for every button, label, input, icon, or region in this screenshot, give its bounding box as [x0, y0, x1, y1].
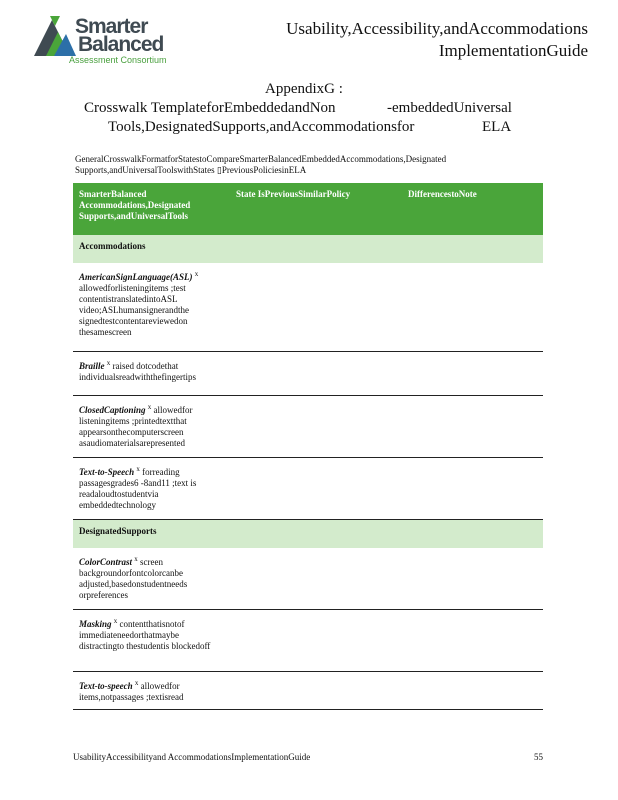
item-description: allowedfor listeningitems ;printedtextthat appearsonthecomputerscreen asaudiomaterialsarepresented — [79, 404, 193, 448]
item-description: screen backgroundorfontcolorcanbe adjusted,basedonstudentneeds orpreferences — [79, 556, 188, 600]
item-name: AmericanSignLanguage(ASL) — [79, 272, 193, 282]
appendix-line3b: ELA — [482, 119, 512, 135]
logo-mark-icon — [32, 12, 78, 60]
item-name: ClosedCaptioning — [79, 404, 146, 415]
differences-cell — [402, 395, 543, 457]
table-row — [73, 610, 543, 672]
crosswalk-table — [73, 183, 543, 710]
state-policy-cell — [230, 610, 402, 672]
item-description: allowedforlisteningitems ;test contentistranslatedintoASL video;ASLhumansignerandthe signedtestcontentareviewedon thesamescreen — [79, 283, 189, 337]
logo-line1: Smarter — [75, 15, 148, 38]
logo-line2: Balanced — [78, 33, 164, 56]
column-header-supports: SmarterBalanced Accommodations,Designated Supports,andUniversalTools — [73, 183, 230, 235]
item-marker: x — [147, 402, 152, 411]
header-title-line2: ImplementationGuide — [438, 41, 588, 60]
item-marker: x — [113, 617, 118, 625]
item-description: raised dotcodethat individualsreadwiththefingertips — [79, 360, 196, 382]
column-header-differences: DifferencestoNote — [402, 183, 543, 235]
differences-cell — [402, 610, 543, 672]
differences-cell — [402, 457, 543, 519]
differences-cell — [402, 548, 543, 610]
appendix-heading — [60, 80, 560, 137]
intro-paragraph: GeneralCrosswalkFormatforStatestoCompareSmarterBalancedEmbeddedAccommodations,Designated Supports,andUniversalToolswithStates ▯PreviousPoliciesinELA — [75, 154, 447, 175]
item-description: allowedfor items,notpassages ;textisread — [79, 681, 184, 702]
differences-cell — [402, 351, 543, 395]
item-marker: x — [106, 358, 111, 367]
item-cell — [73, 548, 230, 610]
header-title-line1: Usability,Accessibility,andAccommodations — [286, 19, 588, 38]
item-cell — [73, 351, 230, 395]
table-row — [73, 351, 543, 395]
item-cell — [73, 672, 230, 710]
footer-guide-title: UsabilityAccessibilityand AccommodationsImplementationGuide — [73, 752, 311, 762]
item-name: Masking — [79, 619, 112, 629]
smarter-balanced-logo — [32, 12, 182, 64]
state-policy-cell — [230, 395, 402, 457]
table-row — [73, 548, 543, 610]
state-policy-cell — [230, 351, 402, 395]
item-description: forreading passagesgrades6 -8and11 ;text is readaloudtostudentvia embeddedtechnology — [79, 466, 197, 510]
table-row — [73, 395, 543, 457]
item-name: Braille — [79, 360, 105, 371]
table-header-row — [73, 183, 543, 235]
appendix-line3a: Tools,DesignatedSupports,andAccommodationsfor — [108, 119, 415, 135]
item-description: contentthatisnotof immediateneedorthatmaybe distractingto thestudentis blockedoff — [79, 619, 211, 651]
item-marker: x — [134, 679, 139, 687]
appendix-line1: AppendixG : — [265, 81, 343, 97]
differences-cell — [402, 672, 543, 710]
table-row — [73, 457, 543, 519]
item-cell — [73, 263, 230, 351]
state-policy-cell — [230, 672, 402, 710]
section-row-designated-supports — [73, 519, 543, 548]
appendix-line2b: -embeddedUniversal — [387, 100, 512, 116]
table-row — [73, 263, 543, 351]
section-row-accommodations — [73, 235, 543, 263]
table-row — [73, 672, 543, 710]
item-cell — [73, 610, 230, 672]
state-policy-cell — [230, 548, 402, 610]
appendix-line2a: Crosswalk TemplateforEmbeddedandNon — [84, 100, 336, 116]
item-marker: x — [136, 464, 140, 473]
state-policy-cell — [230, 263, 402, 351]
item-name: ColorContrast — [79, 556, 133, 567]
item-cell — [73, 457, 230, 519]
footer-page-number: 55 — [534, 752, 543, 762]
logo-tagline: Assessment Consortium — [69, 55, 167, 65]
section-title: Accommodations — [73, 235, 543, 263]
section-title: DesignatedSupports — [73, 519, 543, 548]
item-marker: x — [134, 554, 138, 563]
item-marker: x — [194, 270, 199, 278]
item-cell — [73, 395, 230, 457]
document-header-title — [208, 18, 588, 62]
differences-cell — [402, 263, 543, 351]
item-name: Text-to-speech — [79, 681, 133, 691]
column-header-state-policy: State IsPreviousSimilarPolicy — [230, 183, 402, 235]
item-name: Text-to-Speech — [79, 466, 135, 477]
state-policy-cell — [230, 457, 402, 519]
